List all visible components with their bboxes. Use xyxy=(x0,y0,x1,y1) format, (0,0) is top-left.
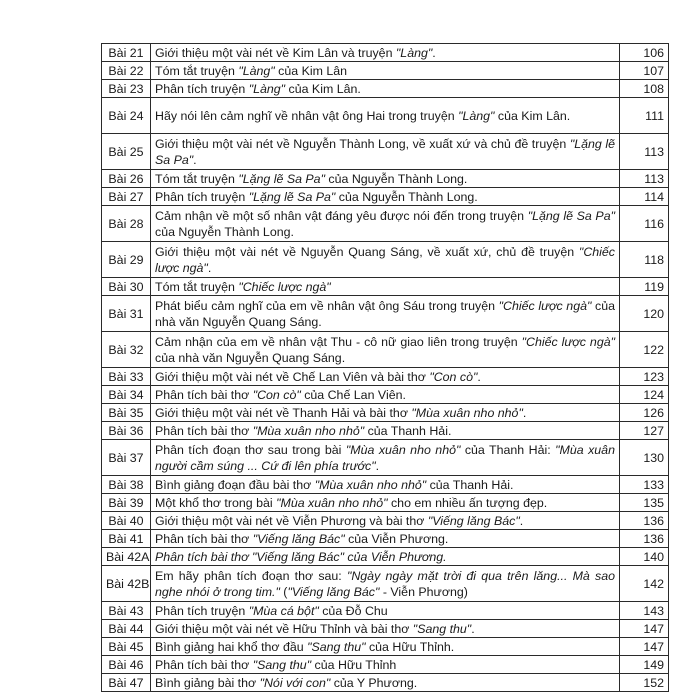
toc-row xyxy=(102,638,669,656)
toc-row xyxy=(102,656,669,674)
lesson-title: Bình giảng hai khổ thơ đầu "Sang thu" của Hữu Thỉnh. xyxy=(151,638,620,656)
page-number: 126 xyxy=(620,404,669,422)
page-number: 113 xyxy=(620,170,669,188)
lesson-number: Bài 34 xyxy=(102,386,151,404)
lesson-title: Phân tích bài thơ "Sang thu" của Hữu Thỉnh xyxy=(151,656,620,674)
lesson-number: Bài 41 xyxy=(102,530,151,548)
lesson-number: Bài 39 xyxy=(102,494,151,512)
lesson-title: Cảm nhận của em về nhân vật Thu - cô nữ giao liên trong truyện "Chiếc lược ngà" của nhà văn Nguyễn Quang Sáng. xyxy=(151,332,620,368)
toc-row xyxy=(102,602,669,620)
lesson-number: Bài 22 xyxy=(102,62,151,80)
page-number: 118 xyxy=(620,242,669,278)
toc-row xyxy=(102,548,669,566)
toc-row xyxy=(102,80,669,98)
lesson-title: Em hãy phân tích đoạn thơ sau: "Ngày ngày mặt trời đi qua trên lăng... Mà sao nghe nhói ở trong tim." ("Viếng lăng Bác" - Viễn Phương) xyxy=(151,566,620,602)
lesson-number: Bài 40 xyxy=(102,512,151,530)
lesson-number: Bài 46 xyxy=(102,656,151,674)
lesson-title: Phát biểu cảm nghĩ của em về nhân vật ông Sáu trong truyện "Chiếc lược ngà" của nhà văn Nguyễn Quang Sáng. xyxy=(151,296,620,332)
lesson-number: Bài 33 xyxy=(102,368,151,386)
lesson-number: Bài 25 xyxy=(102,134,151,170)
page-number: 107 xyxy=(620,62,669,80)
lesson-number: Bài 21 xyxy=(102,44,151,62)
toc-row xyxy=(102,188,669,206)
toc-row xyxy=(102,674,669,692)
lesson-title: Phân tích bài thơ "Viếng lăng Bác" của Viễn Phương. xyxy=(151,548,620,566)
page-number: 143 xyxy=(620,602,669,620)
lesson-title: Giới thiệu một vài nét về Hữu Thỉnh và bài thơ "Sang thu". xyxy=(151,620,620,638)
lesson-title: Giới thiệu một vài nét về Nguyễn Quang Sáng, về xuất xứ, chủ đề truyện "Chiếc lược ngà". xyxy=(151,242,620,278)
page-number: 147 xyxy=(620,638,669,656)
toc-row xyxy=(102,242,669,278)
toc-row xyxy=(102,62,669,80)
lesson-title: Tóm tắt truyện "Lặng lẽ Sa Pa" của Nguyễn Thành Long. xyxy=(151,170,620,188)
lesson-title: Bình giảng bài thơ "Nói với con" của Y Phương. xyxy=(151,674,620,692)
lesson-title: Giới thiệu một vài nét về Viễn Phương và bài thơ "Viếng lăng Bác". xyxy=(151,512,620,530)
lesson-title: Phân tích bài thơ "Viếng lăng Bác" của Viễn Phương. xyxy=(151,530,620,548)
toc-row xyxy=(102,512,669,530)
lesson-number: Bài 42A xyxy=(102,548,151,566)
page-number: 133 xyxy=(620,476,669,494)
page-number: 106 xyxy=(620,44,669,62)
lesson-number: Bài 35 xyxy=(102,404,151,422)
lesson-number: Bài 36 xyxy=(102,422,151,440)
lesson-title: Phân tích truyện "Làng" của Kim Lân. xyxy=(151,80,620,98)
lesson-number: Bài 27 xyxy=(102,188,151,206)
table-of-contents xyxy=(101,43,669,692)
lesson-number: Bài 23 xyxy=(102,80,151,98)
toc-row xyxy=(102,296,669,332)
lesson-number: Bài 45 xyxy=(102,638,151,656)
page-number: 124 xyxy=(620,386,669,404)
page-number: 142 xyxy=(620,566,669,602)
lesson-number: Bài 43 xyxy=(102,602,151,620)
toc-row xyxy=(102,170,669,188)
lesson-number: Bài 47 xyxy=(102,674,151,692)
toc-row xyxy=(102,620,669,638)
lesson-number: Bài 31 xyxy=(102,296,151,332)
page-number: 147 xyxy=(620,620,669,638)
lesson-number: Bài 30 xyxy=(102,278,151,296)
toc-row xyxy=(102,134,669,170)
page-number: 108 xyxy=(620,80,669,98)
page-number: 120 xyxy=(620,296,669,332)
page-number: 152 xyxy=(620,674,669,692)
toc-row xyxy=(102,98,669,134)
lesson-title: Giới thiệu một vài nét về Chế Lan Viên và bài thơ "Con cò". xyxy=(151,368,620,386)
lesson-title: Giới thiệu một vài nét về Thanh Hải và bài thơ "Mùa xuân nho nhỏ". xyxy=(151,404,620,422)
page-number: 119 xyxy=(620,278,669,296)
lesson-title: Tóm tắt truyện "Làng" của Kim Lân xyxy=(151,62,620,80)
toc-row xyxy=(102,494,669,512)
toc-row xyxy=(102,278,669,296)
page-number: 116 xyxy=(620,206,669,242)
lesson-number: Bài 26 xyxy=(102,170,151,188)
lesson-title: Phân tích đoạn thơ sau trong bài "Mùa xuân nho nhỏ" của Thanh Hải: "Mùa xuân người cầm súng ... Cứ đi lên phía trước". xyxy=(151,440,620,476)
toc-row xyxy=(102,566,669,602)
lesson-number: Bài 42B xyxy=(102,566,151,602)
lesson-number: Bài 24 xyxy=(102,98,151,134)
page-number: 130 xyxy=(620,440,669,476)
lesson-number: Bài 32 xyxy=(102,332,151,368)
toc-row xyxy=(102,206,669,242)
toc-row xyxy=(102,332,669,368)
page-number: 122 xyxy=(620,332,669,368)
page-number: 113 xyxy=(620,134,669,170)
lesson-title: Tóm tắt truyện "Chiếc lược ngà" xyxy=(151,278,620,296)
lesson-title: Phân tích truyện "Lặng lẽ Sa Pa" của Nguyễn Thành Long. xyxy=(151,188,620,206)
toc-row xyxy=(102,44,669,62)
toc-row xyxy=(102,386,669,404)
page-number: 123 xyxy=(620,368,669,386)
toc-row xyxy=(102,530,669,548)
page-number: 149 xyxy=(620,656,669,674)
lesson-number: Bài 37 xyxy=(102,440,151,476)
page-number: 140 xyxy=(620,548,669,566)
page-number: 114 xyxy=(620,188,669,206)
toc-body xyxy=(102,44,669,692)
lesson-title: Hãy nói lên cảm nghĩ về nhân vật ông Hai trong truyện "Làng" của Kim Lân. xyxy=(151,98,620,134)
lesson-number: Bài 44 xyxy=(102,620,151,638)
page-number: 135 xyxy=(620,494,669,512)
lesson-title: Giới thiệu một vài nét về Kim Lân và truyện "Làng". xyxy=(151,44,620,62)
lesson-title: Phân tích bài thơ "Mùa xuân nho nhỏ" của Thanh Hải. xyxy=(151,422,620,440)
lesson-number: Bài 28 xyxy=(102,206,151,242)
toc-row xyxy=(102,422,669,440)
toc-row xyxy=(102,440,669,476)
lesson-number: Bài 29 xyxy=(102,242,151,278)
toc-row xyxy=(102,404,669,422)
lesson-number: Bài 38 xyxy=(102,476,151,494)
page-number: 127 xyxy=(620,422,669,440)
lesson-title: Một khổ thơ trong bài "Mùa xuân nho nhỏ" cho em nhiều ấn tượng đẹp. xyxy=(151,494,620,512)
lesson-title: Phân tích bài thơ "Con cò" của Chế Lan Viên. xyxy=(151,386,620,404)
lesson-title: Phân tích truyện "Mùa cá bột" của Đỗ Chu xyxy=(151,602,620,620)
toc-row xyxy=(102,476,669,494)
lesson-title: Bình giảng đoạn đầu bài thơ "Mùa xuân nho nhỏ" của Thanh Hải. xyxy=(151,476,620,494)
lesson-title: Cảm nhận về một số nhân vật đáng yêu được nói đến trong truyện "Lặng lẽ Sa Pa" của Nguyễn Thành Long. xyxy=(151,206,620,242)
page-number: 136 xyxy=(620,512,669,530)
page-number: 111 xyxy=(620,98,669,134)
toc-row xyxy=(102,368,669,386)
page-number: 136 xyxy=(620,530,669,548)
lesson-title: Giới thiệu một vài nét về Nguyễn Thành Long, về xuất xứ và chủ đề truyện "Lặng lẽ Sa Pa". xyxy=(151,134,620,170)
